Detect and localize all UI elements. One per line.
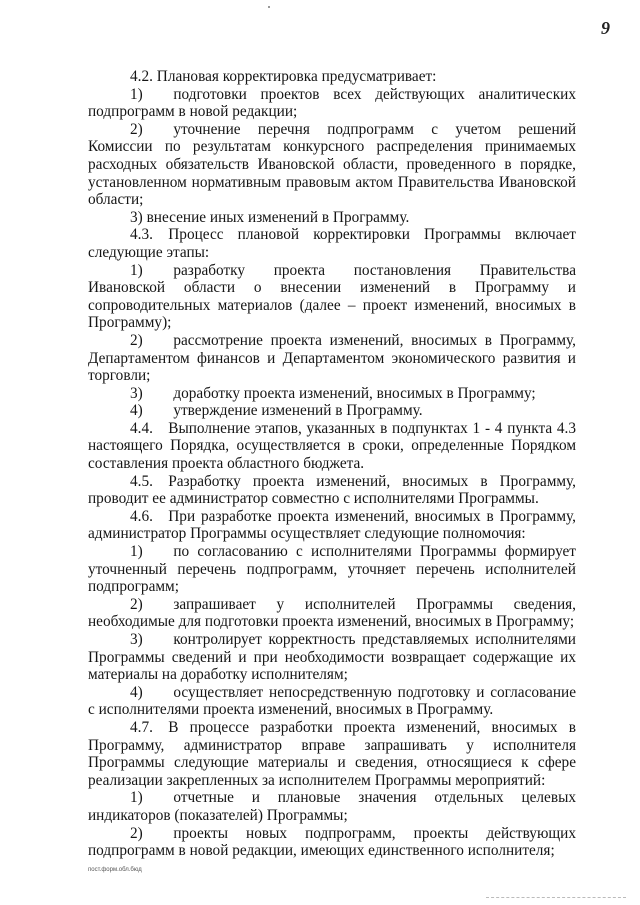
list-item: 2) проекты новых подпрограмм, проекты действующих подпрограмм в новой редакции, имеющих единственного исполнителя; (88, 824, 576, 860)
list-item: 1) по согласованию с исполнителями Программы формирует уточненный перечень подпрограмм, уточняет перечень исполнителей подпрограмм; (88, 543, 576, 596)
list-item: 3) доработку проекта изменений, вносимых в Программу; (130, 384, 536, 402)
paragraph-4-2: 4.2. Плановая корректировка предусматривает: (130, 68, 437, 85)
list-item: 2) запрашивает у исполнителей Программы сведения, необходимые для подготовки проекта изменений, вносимых в Программу; (88, 595, 576, 631)
list-item: 2) уточнение перечня подпрограмм с учетом решений Комиссии по результатам конкурсного распределения принимаемых расходных обязательств Ивановской области, проведенного в порядке, установленном нормативным правовым актом Правительства Ивановской области; (88, 120, 576, 209)
document-body (88, 68, 576, 860)
list-item: 3) контролирует корректность представляемых исполнителями Программы сведений и при необходимости возвращает содержащие их материалы на доработку исполнителям; (88, 631, 576, 684)
list-item: 1) отчетные и плановые значения отдельных целевых индикаторов (показателей) Программы; (88, 789, 576, 824)
paragraph-4-6: 4.6. При разработке проекта изменений, вносимых в Программу, администратор Программы осуществляет следующие полномочия: (88, 507, 576, 543)
paragraph-4-7: 4.7. В процессе разработки проекта изменений, вносимых в Программу, администратор вправе запрашивать у исполнителя Программы следующие материалы и сведения, относящиеся к сфере реализации закрепленных за исполнителем Программы мероприятий: (88, 718, 576, 789)
paragraph-4-4: 4.4. Выполнение этапов, указанных в подпунктах 1 - 4 пункта 4.3 настоящего Порядка, осуществляется в сроки, определенные Порядком составления проекта областного бюджета. (88, 419, 576, 473)
scan-edge-marks (486, 897, 626, 899)
paragraph-4-3: 4.3. Процесс плановой корректировки Программы включает следующие этапы: (88, 226, 576, 261)
footer-file-label: пост.форм.обл.бюд (88, 867, 142, 873)
page-number: 9 (601, 18, 610, 38)
scan-speck (268, 6, 270, 8)
list-item: 4) утверждение изменений в Программу. (130, 402, 423, 420)
list-item: 4) осуществляет непосредственную подготовку и согласование с исполнителями проекта изменений, вносимых в Программу. (88, 683, 576, 719)
list-item: 3) внесение иных изменений в Программу. (130, 208, 410, 226)
paragraph-4-5: 4.5. Разработку проекта изменений, вносимых в Программу, проводит ее администратор совместно с исполнителями Программы. (88, 472, 576, 508)
list-item: 1) разработку проекта постановления Правительства Ивановской области о внесении изменений в Программу и сопроводительных материалов (далее – проект изменений, вносимых в Программу); (88, 261, 576, 332)
list-item: 1) подготовки проектов всех действующих аналитических подпрограмм в новой редакции; (88, 85, 576, 121)
list-item: 2) рассмотрение проекта изменений, вносимых в Программу, Департаментом финансов и Департаментом экономического развития и торговли; (88, 331, 576, 385)
